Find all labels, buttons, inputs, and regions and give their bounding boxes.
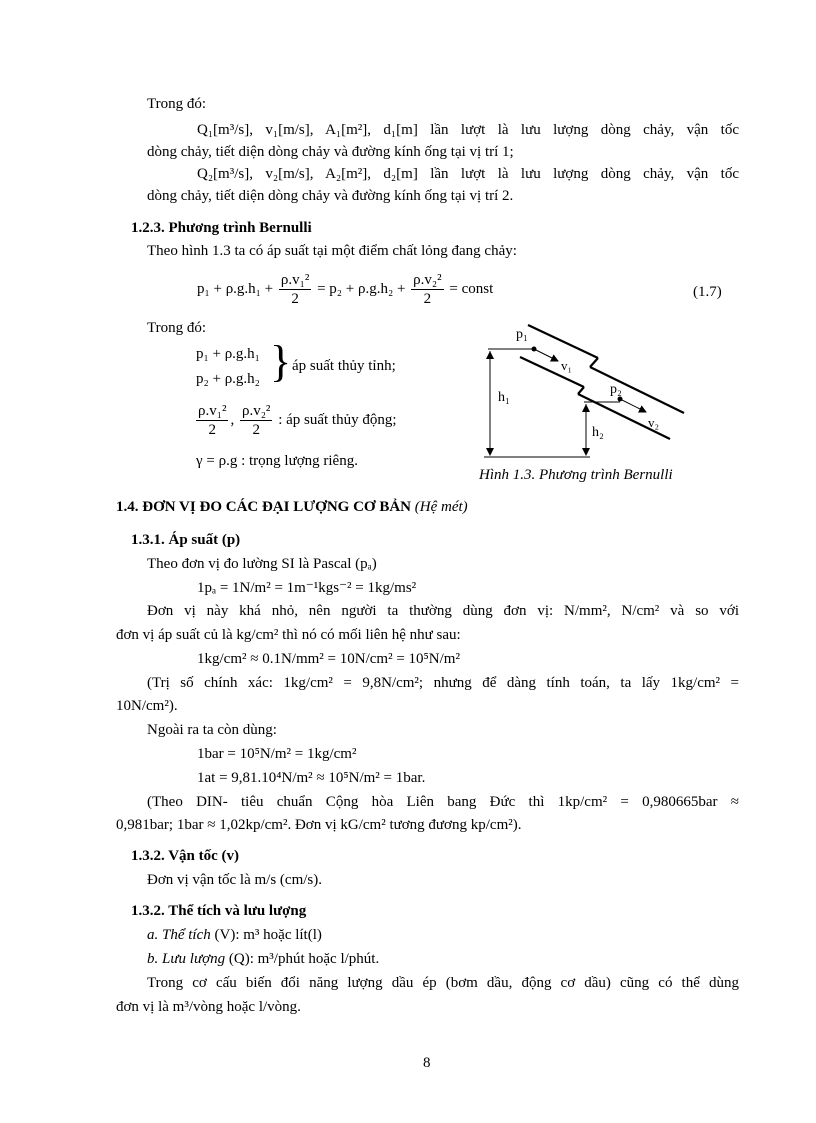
volume-a-line bbox=[147, 926, 322, 945]
volume-line-2: đơn vị là m³/vòng hoặc l/vòng. bbox=[116, 999, 301, 1015]
pressure-line-1: Theo đơn vị đo lường SI là Pascal (pₐ) bbox=[147, 556, 377, 572]
frac1-num: ρ.v₁² bbox=[280, 272, 310, 289]
label-v2: v₂ bbox=[648, 415, 660, 430]
volume-a-label: a. Thể tích bbox=[147, 927, 211, 943]
pressure-line-7: 10N/cm²). bbox=[116, 698, 178, 714]
bernoulli-equation bbox=[197, 270, 493, 308]
units-heading-bold: 1.4. ĐƠN VỊ ĐO CÁC ĐẠI LƯỢNG CƠ BẢN bbox=[116, 499, 412, 515]
frac2-num: ρ.v₂² bbox=[413, 272, 442, 289]
dyn-frac2-den: 2 bbox=[252, 422, 260, 439]
where-label-top: Trong đó: bbox=[147, 96, 207, 112]
dyn-frac1-num: ρ.v₁² bbox=[198, 403, 227, 420]
volume-b-label: b. Lưu lượng bbox=[147, 951, 226, 967]
dyn-frac2-num: ρ.v₂² bbox=[241, 403, 271, 420]
frac1-den: 2 bbox=[291, 291, 299, 308]
pressure-line-2: 1pₐ = 1N/m² = 1m⁻¹kgs⁻² = 1kg/ms² bbox=[197, 580, 417, 596]
figure-caption: Hình 1.3. Phương trình Bernulli bbox=[479, 467, 673, 483]
pipe-wall-upper-1 bbox=[528, 325, 598, 358]
label-h2: h₂ bbox=[592, 425, 604, 440]
pipe-wall-lower-1 bbox=[520, 357, 584, 387]
eq-mid: = p₂ + ρ.g.h₂ + bbox=[317, 281, 406, 297]
bernoulli-figure bbox=[470, 315, 700, 470]
label-p2: p₂ bbox=[610, 382, 622, 397]
static-pressure-1: p₁ + ρ.g.h₁ bbox=[196, 346, 260, 362]
q1-description-cont: dòng chảy, tiết diện dòng chảy và đường kính ống tại vị trí 1; bbox=[147, 144, 514, 160]
units-heading bbox=[116, 498, 468, 517]
volume-b-text: (Q): m³/phút hoặc l/phút. bbox=[228, 951, 380, 967]
q2-description-cont: dòng chảy, tiết diện dòng chảy và đường kính ống tại vị trí 2. bbox=[147, 188, 514, 204]
where-label-bernoulli: Trong đó: bbox=[147, 320, 207, 336]
velocity-line-1: Đơn vị vận tốc là m/s (cm/s). bbox=[147, 872, 322, 888]
eq-fraction-1 bbox=[279, 271, 311, 308]
pipe-wall-step-upper bbox=[590, 358, 598, 367]
eq-left: p₁ + ρ.g.h₁ + bbox=[197, 281, 274, 297]
dyn-fraction-1 bbox=[196, 402, 228, 439]
dyn-frac1-den: 2 bbox=[208, 422, 216, 439]
q2-description: Q₂[m³/s], v₂[m/s], A₂[m²], d₂[m] lần lượt là lưu lượng dòng chảy, vận tốc bbox=[197, 166, 739, 182]
static-pressure-desc: áp suất thủy tỉnh; bbox=[292, 358, 396, 374]
volume-heading: 1.3.2. Thể tích và lưu lượng bbox=[131, 903, 307, 919]
pressure-line-4: đơn vị áp suất củ là kg/cm² thì nó có mối liên hệ như sau: bbox=[116, 627, 461, 643]
equation-number: (1.7) bbox=[693, 284, 722, 300]
volume-b-line bbox=[147, 950, 379, 969]
pressure-line-5: 1kg/cm² ≈ 0.1N/mm² = 10N/cm² = 10⁵N/m² bbox=[197, 651, 460, 667]
static-pressure-2: p₂ + ρ.g.h₂ bbox=[196, 371, 260, 387]
pressure-line-9: 1bar = 10⁵N/m² = 1kg/cm² bbox=[197, 746, 357, 762]
label-p1: p₁ bbox=[516, 327, 528, 342]
pressure-line-8: Ngoài ra ta còn dùng: bbox=[147, 722, 277, 738]
label-v1: v₁ bbox=[561, 358, 573, 373]
pressure-line-3: Đơn vị này khá nhỏ, nên người ta thường dùng đơn vị: N/mm², N/cm² và so với bbox=[147, 603, 739, 619]
units-heading-italic: (Hệ mét) bbox=[414, 499, 468, 515]
page-number: 8 bbox=[423, 1055, 431, 1071]
pipe-wall-step-lower bbox=[578, 387, 584, 394]
q1-description: Q₁[m³/s], v₁[m/s], A₁[m²], d₁[m] lần lượt là lưu lượng dòng chảy, vận tốc bbox=[197, 122, 739, 138]
v2-arrow bbox=[620, 399, 646, 412]
pressure-line-6: (Trị số chính xác: 1kg/cm² = 9,8N/cm²; nhưng để dàng tính toán, ta lấy 1kg/cm² = bbox=[147, 675, 739, 691]
pressure-line-12: 0,981bar; 1bar ≈ 1,02kp/cm². Đơn vị kG/cm² tương đương kp/cm²). bbox=[116, 817, 522, 833]
velocity-heading: 1.3.2. Vận tốc (v) bbox=[131, 848, 240, 864]
pressure-line-11: (Theo DIN- tiêu chuẩn Cộng hòa Liên bang Đức thì 1kp/cm² = 0,980665bar ≈ bbox=[147, 794, 739, 810]
v1-arrow bbox=[534, 349, 558, 361]
dyn-fraction-2 bbox=[240, 402, 272, 439]
bernoulli-heading: 1.2.3. Phương trình Bernulli bbox=[131, 220, 312, 236]
eq-right: = const bbox=[449, 281, 494, 297]
label-h1: h₁ bbox=[498, 390, 510, 405]
pressure-heading: 1.3.1. Áp suất (p) bbox=[131, 532, 241, 548]
volume-a-text: (V): m³ hoặc lít(l) bbox=[214, 927, 322, 943]
eq-fraction-2 bbox=[411, 271, 443, 308]
gamma-line: γ = ρ.g : trọng lượng riêng. bbox=[196, 453, 358, 469]
dynamic-pressure-line: $\frac{\text{ρ.v₁²}}{2}$ , $\frac{\text{ρ.v₂²}}{2}$ : áp suất thủy động; bbox=[198, 403, 397, 439]
bernoulli-intro: Theo hình 1.3 ta có áp suất tại một điểm chất lỏng đang chảy: bbox=[147, 243, 517, 259]
brace-icon: } bbox=[270, 337, 292, 386]
dynamic-pressure-desc: : áp suất thủy động; bbox=[278, 412, 397, 428]
volume-line-1: Trong cơ cấu biến đổi năng lượng dầu ép (bơm dầu, động cơ dầu) cũng có thể dùng bbox=[147, 975, 739, 991]
pressure-line-10: 1at = 9,81.10⁴N/m² ≈ 10⁵N/m² = 1bar. bbox=[197, 770, 426, 786]
frac2-den: 2 bbox=[423, 291, 432, 308]
